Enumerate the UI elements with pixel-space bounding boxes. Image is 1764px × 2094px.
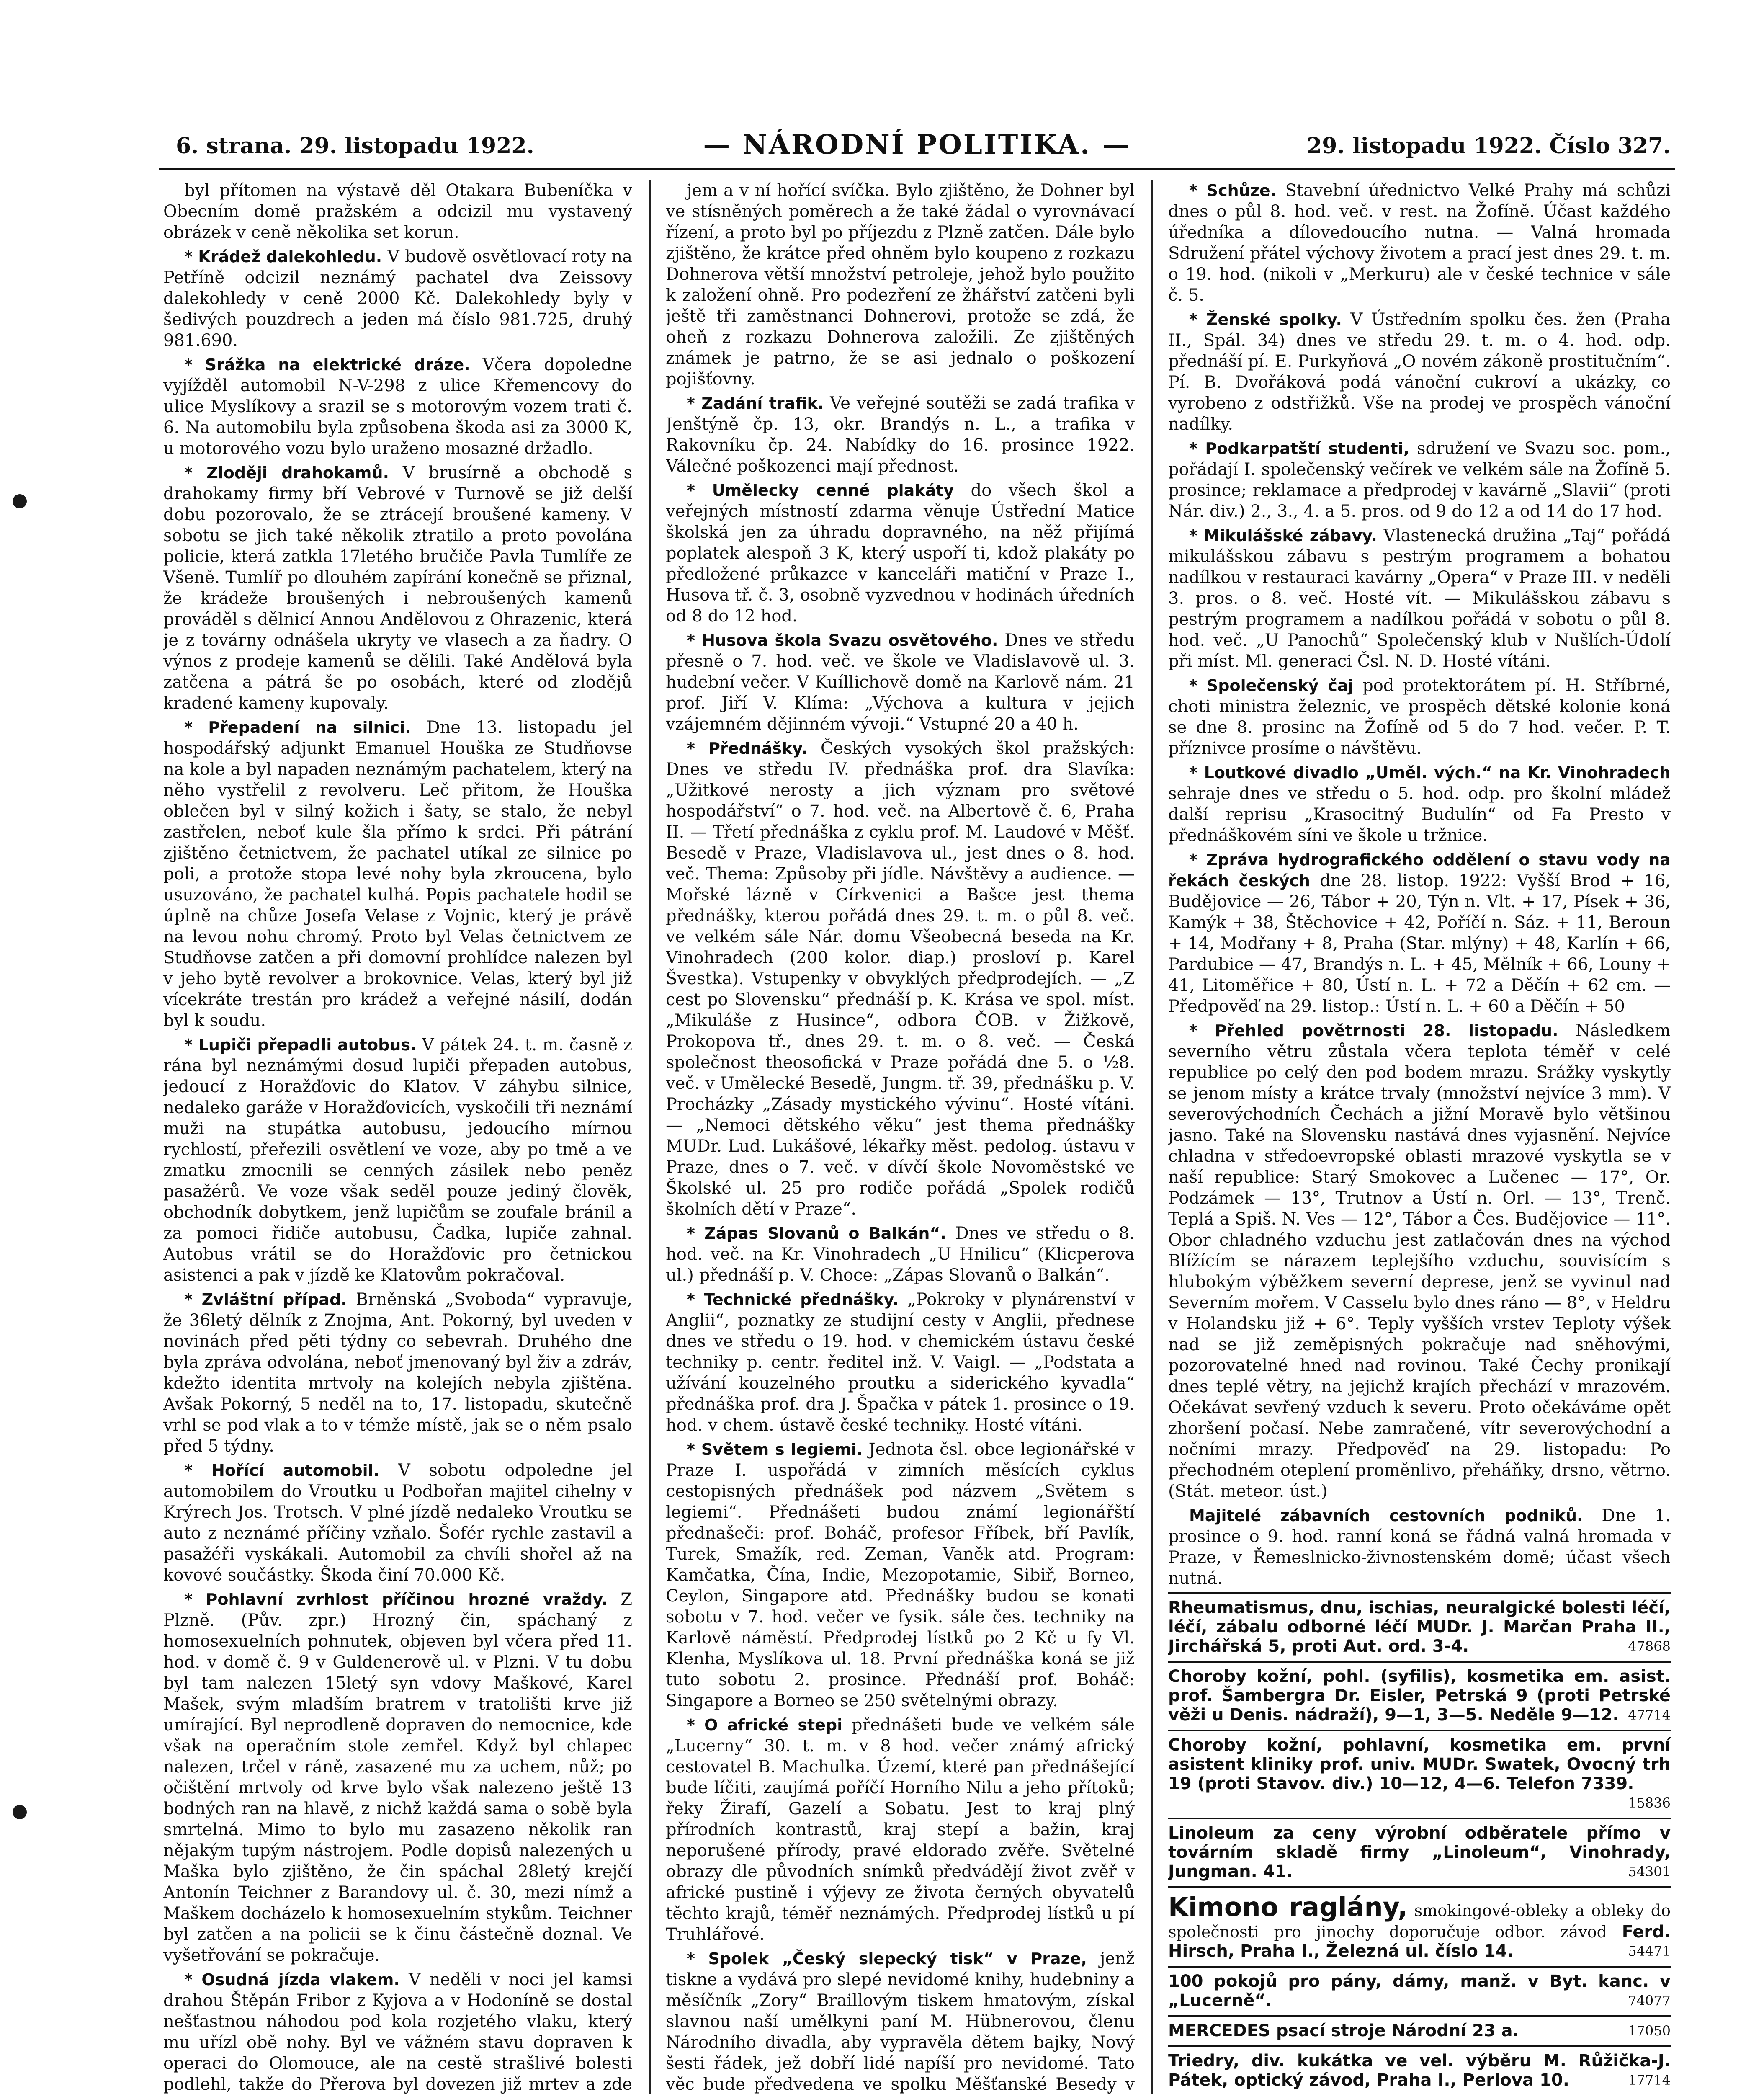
article-text: V brusírně a obchodě s drahokamy firmy bří Vebrové v Turnově se již delší dobu pozorovalo, že se ztrácejí broušené kameny. V sobotu se jich také několik ztratilo a proto povolána policie, která zatkla 17letého bručiče Pavla Tumlíře ze Všeně. Tumlíř po dlouhém zapírání konečně se přiznal, že krádeže broušených i nebroušených kamenů prováděl s dělnicí Annou Andělovou z Ohrazenic, která je z továrny odnášela ukryty ve vlasech a za ňadry. O výnos z prodeje kamenů se dělili. Také Andělová byla zatčena a pátrá še po osobách, které od zlodějů kradené kameny kupovaly. xyxy=(163,463,632,713)
article-heading: * Mikulášské zábavy. xyxy=(1189,526,1377,545)
article xyxy=(1168,438,1671,522)
article xyxy=(666,1715,1135,1945)
article-text: Z Plzně. (Pův. zpr.) Hrozný čin, spáchaný z homosexuelních pohnutek, objeven byl včera před 11. hod. v domě č. 9 v Guldenerově ul. v Plzni. V tu dobu byl tam nalezen 15letý syn vdovy Maškové, Karel Mašek, svým mladším bratrem v tratolišti krve již umírající. Byl neprodleně dopraven do nemocnice, kde však na operačním stole zemřel. Když byl chlapec nalezen, trčel v ráně, zasazené mu za uchem, nůž; po očištění mrtvoly od krve bylo však nalezeno ještě 13 bodných ran na hlavě, z nichž každá sama o sobě byla smrtelná. Mimo to bylo mu zasazeno několik ran nějakým tupým nástrojem. Podle dopisů nalezených u Maška bylo zjištěno, že čin spáchal 28letý krejčí Antonín Teichner z Barandovy ul. č. 30, mezi nímž a Maškem docházelo k homosexuelním stykům. Teichner byl zatčen a na policii se k činu částečně doznal. Ve vyšetřování se pokračuje. xyxy=(163,1590,632,1965)
ad-text: Triedry, div. kukátka ve vel. výběru M. Růžička-J. Pátek, optický závod, Praha I., Perlova 10. xyxy=(1168,2051,1671,2090)
article-text: pod protektorátem pí. H. Stříbrné, choti ministra železnic, ve prospěch dětské kolonie koná se dne 8. prosinc na Žofíně od 5 do 7 hod. večer. P. T. příznivce prosíme o návštěvu. xyxy=(1168,676,1671,758)
article-heading: * Přehled povětrnosti 28. listopadu. xyxy=(1189,1021,1558,1040)
classified-ad xyxy=(1168,2015,1671,2043)
article-text: jem a v ní hořící svíčka. Bylo zjištěno, že Dohner byl ve stísněných poměrech a že také žádal o vyrovnávací řízení, a proto byl po příjezdu z Plzně zatčen. Dále bylo zjištěno, že krátce před ohněm bylo koupeno z rozkazu Dohnerova větší množství petroleje, jehož bylo použito k založení ohně. Pro podezření ze žhářství zatčeni byli ještě tři zaměstnanci Dohnerovi, protože se zdá, že oheň z rozkazu Dohnerova založili. Ze zjištěných známek je patrno, že se asi jednalo o poškození pojišťovny. xyxy=(666,181,1135,389)
article-heading: * Zadání trafik. xyxy=(687,394,824,413)
article-heading: * Spolek „Český slepecký tisk“ v Praze, xyxy=(687,1950,1087,1968)
article-heading: * Schůze. xyxy=(1189,181,1277,200)
article-text: „Pokroky v plynárenství v Anglii“, poznatky ze studijní cesty v Anglii, přednese dnes ve středu o 19. hod. v chemickém ústavu české techniky p. centr. ředitel inž. V. Vaigl. — „Podstata a užívání kouzelného proutku a siderického kyvadla“ přednáška prof. dra J. Špačka v pátek 1. prosince o 19. hod. v chem. ústavě české techniky. Hosté vítáni. xyxy=(666,1290,1135,1435)
article-heading: * Loutkové divadlo „Uměl. vých.“ na Kr. Vinohradech xyxy=(1189,763,1671,782)
column-rule xyxy=(1151,180,1153,2094)
article-heading: * Pohlavní zvrhlost příčinou hrozné vraždy. xyxy=(184,1590,608,1609)
article-text: Dnes ve středu o 8. hod. več. na Kr. Vinohradech „U Hnilicu“ (Klicperova ul.) přednáší p. V. Choce: „Zápas Slovanů o Balkán“. xyxy=(666,1224,1135,1285)
article-heading: * O africké stepi xyxy=(687,1716,843,1734)
masthead: — NÁRODNÍ POLITIKA. — xyxy=(703,129,1131,160)
classified-ad xyxy=(1168,1966,1671,2013)
article xyxy=(163,717,632,1031)
classified-ad xyxy=(1168,1592,1671,1658)
article-heading: * Technické přednášky. xyxy=(687,1290,899,1309)
article-text: byl přítomen na výstavě děl Otakara Bubeníčka v Obecním domě pražském a odcizil mu vystavený obrázek v ceně několika set korun. xyxy=(163,181,632,242)
article-text: přednášeti bude ve velkém sále „Lucerny“ 30. t. m. v 8 hod. večer známý africký cestovatel B. Machulka. Území, které pan přednášející bude líčiti, zaujímá poříčí Horního Nilu a jeho přítoků; řeky Žirafí, Gazelí a Sobatu. Jest to kraj plný přírodních kontrastů, kraj stepí a bažin, kraj neporušené přírody, pravé eldorado zvěře. Světelné obrazy dle původních snímků předvádějí život zvěř v africké pustině i výjevy ze života černých obyvatelů těchto krajů, téměř neznámých. Předprodej lístků u pí Truhlářové. xyxy=(666,1715,1135,1944)
article xyxy=(1168,1020,1671,1502)
article-heading: * Společenský čaj xyxy=(1189,676,1354,695)
ad-text: MERCEDES psací stroje Národní 23 a. xyxy=(1168,2021,1519,2040)
article-heading: * Lupiči přepadli autobus. xyxy=(184,1036,417,1054)
kimono-ad-text: smokingové-obleky a obleky do společnosti pro jinochy doporučuje odbor. závod xyxy=(1168,1901,1671,1941)
article xyxy=(1168,1505,1671,1589)
article-text: Jednota čsl. obce legionářské v Praze I. uspořádá v zimních měsících cyklus cestopisných přednášek pod názvem „Světem s legiemi“. Přednášeti budou známí legionářští přednašeči: prof. Boháč, profesor Fříbek, bří Pavlík, Turek, Smažík, red. Zeman, Vaněk atd. Program: Kamčatka, Čína, Indie, Mezopotamie, Sibiř, Borneo, Ceylon, Singapore atd. Přednášky budou se konati sobotu v 7. hod. večer ve fysik. sále čes. techniky na Karlově náměstí. Předprodej lístků po 2 Kč u fy Vl. Klenha, Myslíkova ul. 18. První přednáška koná se již tuto sobotu 2. prosince. Přednáší prof. Boháč: Singapore a Borneo se 250 světelnými obrazy. xyxy=(666,1440,1135,1710)
kimono-ad-firm: Ferd. Hirsch, Praha I., Železná ul. číslo 14. xyxy=(1168,1922,1671,1961)
article xyxy=(163,1969,632,2094)
article-text: do všech škol a veřejných místností zdarma věnuje Ústřední Matice školská jen za úhradu dopravného, na něž přijímá poplatek alespoň 3 K, který uspoří ti, kdož plakáty po předložené průkazce v kanceláři matiční v Praze I., Husova tř. č. 3, osobně vyzvednou v hodinách úředních od 8 do 12 hod. xyxy=(666,481,1135,626)
column-3 xyxy=(1168,180,1671,2094)
ad-text: 100 pokojů pro pány, dámy, manž. v Byt. kanc. v „Lucerně“. xyxy=(1168,1972,1671,2010)
article xyxy=(666,738,1135,1220)
ad-text: Choroby kožní, pohlavní, kosmetika em. první asistent kliniky prof. univ. MUDr. Swatek, Ovocný trh 19 (proti Stavov. div.) 10—12, 4—6. Telefon 7339. xyxy=(1168,1736,1671,1793)
classified-ad xyxy=(1168,2045,1671,2092)
ad-text: Choroby kožní, pohl. (syfilis), kosmetika em. asist. prof. Šambergra Dr. Eisler, Petrská 9 (proti Petrské věži u Denis. nádraží), 9—1, 3—5. Neděle 9—12. xyxy=(1168,1667,1671,1725)
ad-number: 17050 xyxy=(1628,2023,1671,2039)
ad-text: Linoleum za ceny výrobní odběratele přímo v továrním skladě firmy „Linoleum“, Vinohrady, Jungman. 41. xyxy=(1168,1823,1671,1881)
classified-ads-2 xyxy=(1168,1966,1671,2094)
article-text: V Ústředním spolku čes. žen (Praha II., Spál. 34) dnes ve středu 29. t. m. o 4. hod. odp. přednáší pí. E. Purkyňová „O novém zákoně prostitučním“. Pí. B. Dvořáková podá vánoční cukroví a ukázky, co vyrobeno z odstřižků. Vše na prodej ve prospěch vánoční nadílky. xyxy=(1168,310,1671,434)
article xyxy=(1168,180,1671,306)
article xyxy=(666,180,1135,389)
ad-number: 74077 xyxy=(1628,1993,1671,2009)
article-heading: * Krádež dalekohledu. xyxy=(184,248,382,266)
article-text: Českých vysokých škol pražských: Dnes ve středu IV. přednáška prof. dra Slavíka: „Užitkové nerosty a jich význam pro světové hospodářství“ o 7. hod. več. na Albertově č. 6, Praha II. — Třetí přednáška z cyklu prof. M. Laudové v Měšť. Besedě v Praze, Vladislavova ul., jest dnes o 8. hod. več. Thema: Způsoby při jídle. Návštěvy a audience. — Mořské lázně v Církvenici a Bašce jest thema přednášky, kterou pořádá dnes 29. t. m. o půl 8. več. ve velkém sále Nár. domu Všeobecná beseda na Kr. Vinohradech (200 kolor. diap.) prosloví p. Karel Švestka). Vstupenky v obvyklých předprodejích. — „Z cest po Slovensku“ přednáší p. K. Krása ve spol. míst. „Mikuláše z Husince“, odbora ČOB. v Žižkově, Prokopova tř., dnes 29. t. m. o 8. več. — Česká společnost theosofická v Praze pořádá dne 5. o ½8. več. v Umělecké Besedě, Jungm. tř. 39, přednášku p. V. Procházky „Zásady mystického vývinu“. Hosté vítáni. — „Nemoci dětského věku“ jest thema přednášky MUDr. Lud. Lukášové, lékařky měst. pedolog. ústavu v Praze, dnes o 7. več. v dívčí škole Novoměstské ve Školské ul. 25 pro rodiče pořádá „Spolek rodičů školních dětí v Praze“. xyxy=(666,739,1135,1219)
column-3-news xyxy=(1168,180,1671,1589)
article xyxy=(1168,762,1671,846)
article xyxy=(1168,525,1671,672)
running-header xyxy=(159,121,1675,170)
article-text: Následkem severního větru zůstala včera teplota téměř v celé republice po celý den pod bodem mrazu. Srážky vyskytly se jenom místy a krátce trvaly (množství nejvíce 3 mm). V severovýchodních Čechách a jižní Moravě bylo většinou jasno. Také na Slovensku nastává dnes vyjasnění. Nejvíce chladna v středoevropské oblasti mrazové vyskytla se v naší republice: Starý Smokovec a Lučenec — 17°, Or. Podzámek — 13°, Trutnov a Ústí n. Orl. — 13°, Trenč. Teplá a Spiš. N. Ves — 12°, Tábor a Čes. Budějovice — 11°. Obor chladného vzduchu jest zatlačován dnes na východ Blížícím se nárazem teplejšího vzduchu, souvisícím s hlubokým výběžkem severní deprese, jenž se vyvinul nad Severním mořem. V Casselu bylo dnes ráno — 8°, v Heldru v Holandsku již + 6°. Teply vyšších vrstev Teploty výšek nad se již zeměpisných pokračuje nad sněhovými, pozorovatelné hned nad rovinou. Také Čechy pronikají dnes teplé větry, na jejichž krajích přechází v mrazovém. Očekávat sevřený vzduch k severu. Proto očekáváme opět zhoršení počasí. Nebe zamračené, vítr severovýchodní a nočními mrazy. Předpověď na 29. listopadu: Po přechodném oteplení proměnlivo, přeháňky, drsno, větrno. (Stát. meteor. úst.) xyxy=(1168,1021,1671,1501)
article-text: sdružení ve Svazu soc. pom., pořádají I. společenský večírek ve velkém sále na Žofíně 5. prosince; reklamace a předprodej v kavárně „Slavii“ (proti Nár. div.) 2., 3., 4. a 5. pros. od 9 do 12 a od 14 do 17 hod. xyxy=(1168,439,1671,521)
article-heading: * Zápas Slovanů o Balkán“. xyxy=(687,1224,946,1243)
article-heading: * Světem s legiemi. xyxy=(687,1440,863,1459)
article xyxy=(666,1948,1135,2094)
newspaper-page xyxy=(159,121,1675,2094)
article xyxy=(1168,675,1671,759)
article-text: Brněnská „Svoboda“ vypravuje, že 36letý dělník z Znojma, Ant. Pokorný, byl uveden v novinách před pěti týdny co sebevrah. Druhého dne byla zpráva odvolána, neboť jmenovaný byl živ a zdráv, kdežto identita mrtvoly na kolejích nebyla zjištěna. Avšak Pokorný, 5 neděl na to, 17. listopadu, skutečně vrhl se pod vlak a to v témže místě, jak se o něm psalo před 5 týdny. xyxy=(163,1290,632,1456)
kimono-ad-title: Kimono raglány, xyxy=(1168,1892,1408,1922)
article xyxy=(163,1034,632,1286)
article xyxy=(163,462,632,714)
article-text: Dnes ve středu přesně o 7. hod. več. ve škole ve Vladislavově ul. 3. hudební večer. V Kuíllichově domě na Karlově nám. 21 prof. Jiří V. Klíma: „Výchova a kultura v jejich vzájemném dějinném vývoji.“ Vstupné 20 a 40 h. xyxy=(666,631,1135,734)
column-2 xyxy=(666,180,1135,2094)
ad-number: 54471 xyxy=(1628,1943,1671,1959)
article xyxy=(666,630,1135,735)
classified-ads xyxy=(1168,1592,1671,1884)
classified-ad xyxy=(1168,1661,1671,1727)
article xyxy=(163,246,632,351)
article-text: V pátek 24. t. m. časně z rána byl neznámými dosud lupiči přepaden autobus, jedoucí z Horažďovic do Klatov. V záhybu silnice, nedaleko garáže v Horažďovicích, vyskočili tři neznámí muži na stupátka autobusu, jedoucího mírnou rychlostí, přeřezili osvětlení ve voze, aby po tmě a ve zmatku zmocnili se cenných zásilek nebo peněz pasažérů. Ve voze však seděl pouze jediný člověk, obchodník dobytkem, jenž lupičům se zoufale bránil a za pomoci řidiče autobusu, Čadka, lupiče zahnal. Autobus vrátil se do Horažďovic pro četnickou asistenci a pak v jízdě ke Klatovům pokračoval. xyxy=(163,1035,632,1285)
article-heading: * Zloději drahokamů. xyxy=(184,464,389,482)
article xyxy=(163,354,632,459)
article-heading: * Zpráva hydrografického oddělení o stavu vody na řekách českých xyxy=(1168,851,1671,890)
binding-hole xyxy=(13,494,27,508)
article-heading: * Podkarpatští studenti, xyxy=(1189,439,1409,458)
article xyxy=(666,1223,1135,1286)
article-text: dne 28. listop. 1922: Vyšší Brod + 16, Budějovice — 26, Tábor + 20, Týn n. Vlt. + 17, Písek + 36, Kamýk + 38, Štěchovice + 42, Poříčí n. Sáz. + 11, Beroun + 14, Modřany + 8, Praha (Star. mlýny) + 48, Karlín + 66, Pardubice — 47, Brandýs n. L. + 45, Mělník + 66, Louny + 41, Litoměřice + 80, Ústí n. L. + 72 a Děčín + 62 cm. — Předpověď na 29. listop.: Ústí n. L. + 60 a Děčín + 50 xyxy=(1168,871,1671,1016)
article-heading: * Osudná jízda vlakem. xyxy=(184,1970,400,1989)
article-heading: * Ženské spolky. xyxy=(1189,310,1342,329)
article xyxy=(163,1460,632,1586)
ad-number: 47868 xyxy=(1628,1638,1671,1654)
article-heading: * Přednášky. xyxy=(687,739,808,758)
article-text: Dne 13. listopadu jel hospodářský adjunkt Emanuel Houška ze Studňovse na kole a byl napaden neznámým pachatelem, který na něho vystřelil z revolveru. Leč přitom, že Houška oblečen byl v silný kožich i šaty, se stalo, že nebyl zastřelen, neboť kule šla přímo k srdci. Při pátrání zjištěno četnictvem, že pachatel utíkal ze silnice po poli, a protože stopa levé nohy byla zkroucena, bylo usuzováno, že pachatel kulhá. Popis pachatele hodil se úplně na chůze Josefa Velase z Vojnic, který je právě na levou nohu chromý. Proto byl Velas četnictvem ze Studňovse zatčen a při domovní prohlídce nalezen byl v jeho bytě revolver a brokovnice. Velas, který byl již vícekráte trestán pro krádež a veřejné násilí, dodán byl k soudu. xyxy=(163,718,632,1030)
article-heading: * Zvláštní případ. xyxy=(184,1290,347,1309)
column-rule xyxy=(649,180,651,2094)
article xyxy=(666,1439,1135,1711)
article xyxy=(1168,309,1671,435)
article xyxy=(666,480,1135,627)
article xyxy=(666,1289,1135,1436)
article-text: jenž tiskne a vydává pro slepé nevidomé knihy, hudebniny a měsíčník „Zory“ Braillovým tiskem hmatovým, získal slavnou naší umělkyni paní M. Hübnerovou, členu Národního divadla, aby vypravěla dětem bajky, Nový šesti řádek, jež dobří lidé napíší pro nevidomé. Tato věc bude předvedena ve spolku Měšťanské Besedy v xyxy=(666,1949,1135,2094)
article-text: V budově osvětlovací roty na Petříně odcizil neznámý pachatel dva Zeissovy dalekohledy v ceně 2000 Kč. Dalekohledy byly v šedivých pouzdrech a jeden má číslo 981.725, druhý 981.690. xyxy=(163,247,632,350)
kimono-ad xyxy=(1168,1886,1671,1963)
ad-number: 17714 xyxy=(1628,2072,1671,2088)
ad-text: Rheumatismus, dnu, ischias, neuralgické bolesti léčí, léčí, zábalu odborné léčí MUDr. J. Marčan Praha II., Jirchářská 5, proti Aut. ord. 3-4. xyxy=(1168,1598,1671,1656)
article-text: Včera dopoledne vyjížděl automobil N-V-298 z ulice Křemencovy do ulice Myslíkovy a srazil se s motorovým vozem trati č. 6. Na automobilu byla způsobena škoda asi za 3000 K, u motorového vozu bylo uraženo mosazné držadlo. xyxy=(163,355,632,458)
article-text: sehraje dnes ve středu o 5. hod. odp. pro školní mládež další reprisu „Krasocitný Budulín“ od Fa Presto v přednáškovém síni ve škole u tržnice. xyxy=(1168,784,1671,845)
article xyxy=(163,1589,632,1966)
article xyxy=(163,1289,632,1457)
page-date: 6. strana. 29. listopadu 1922. xyxy=(176,133,534,159)
binding-hole xyxy=(13,1805,27,1819)
classified-ad xyxy=(1168,1818,1671,1884)
issue-number: 29. listopadu 1922. Číslo 327. xyxy=(1307,133,1671,159)
article-text: Stavební úřednictvo Velké Prahy má schůzi dnes o půl 8. hod. več. v rest. na Žofíně. Účast každého úředníka a dílovedoucího nutna. — Valná hromada Sdružení přátel výchovy životem a prací jest dnes 29. t. m. o 19. hod. (nikoli v „Merkuru) ale v české technice v sále č. 5. xyxy=(1168,181,1671,305)
article-heading: * Hořící automobil. xyxy=(184,1461,380,1480)
classified-ad xyxy=(1168,1730,1671,1815)
ad-number: 47714 xyxy=(1628,1707,1671,1723)
article xyxy=(666,393,1135,477)
column-1 xyxy=(163,180,632,2094)
article-text: Vlastenecká družina „Taj“ pořádá mikulášskou zábavu s pestrým programem a bohatou nadílkou v restauraci kavárny „Opera“ v Praze III. v neděli 3. pros. o 8. več. Hosté vít. — Mikulášskou zábavu s pestrým programem a nadílkou pořádá v sobotu o půl 8. hod. več. „U Panochů“ Společenský klub v Nušlích-Údolí při míst. Ml. generaci Čsl. N. D. Hosté vítáni. xyxy=(1168,526,1671,671)
article-text: V neděli v noci jel kamsi drahou Štěpán Fribor z Kyjova a v Hodoníně se dostal nešťastnou náhodou pod kola rozjetého vlaku, který mu uřízl obě nohy. Byl ve vážném stavu dopraven k operaci do Olomouce, ale na cestě strašlivé bolesti podlehl, takže do Přerova byl dovezen již mrtev a zde xyxy=(163,1970,632,2094)
article-heading: * Srážka na elektrické dráze. xyxy=(184,356,470,374)
article-heading: * Přepadení na silnici. xyxy=(184,718,411,737)
ad-number: 15836 xyxy=(1628,1795,1671,1811)
article-heading: Majitelé zábavních cestovních podniků. xyxy=(1189,1506,1583,1525)
article-heading: * Husova škola Svazu osvětového. xyxy=(687,631,998,650)
article xyxy=(163,180,632,243)
article-heading: * Umělecky cenné plakáty xyxy=(687,481,954,500)
article-text: Dne 1. prosince o 9. hod. ranní koná se řádná valná hromada v Praze, v Řemeslnicko-živnostenském domě; účast všech nutná. xyxy=(1168,1506,1671,1588)
ad-number: 54301 xyxy=(1628,1864,1671,1880)
article-text: V sobotu odpoledne jel automobilem do Vroutku u Podbořan majitel cihelny v Krýrech Jos. Trotsch. V plné jízdě nedaleko Vroutku se auto z neznámé příčiny vzňalo. Šofér rychle zastavil a pasažéři vyskákali. Automobil za chvíli shořel až na kovové součástky. Škoda činí 70.000 Kč. xyxy=(163,1461,632,1585)
article-text: Ve veřejné soutěži se zadá trafika v Jenštýně čp. 13, okr. Brandýs n. L., a trafika v Rakovníku čp. 24. Nabídky do 16. prosince 1922. Válečné poškozenci mají přednost. xyxy=(666,394,1135,476)
article xyxy=(1168,849,1671,1017)
